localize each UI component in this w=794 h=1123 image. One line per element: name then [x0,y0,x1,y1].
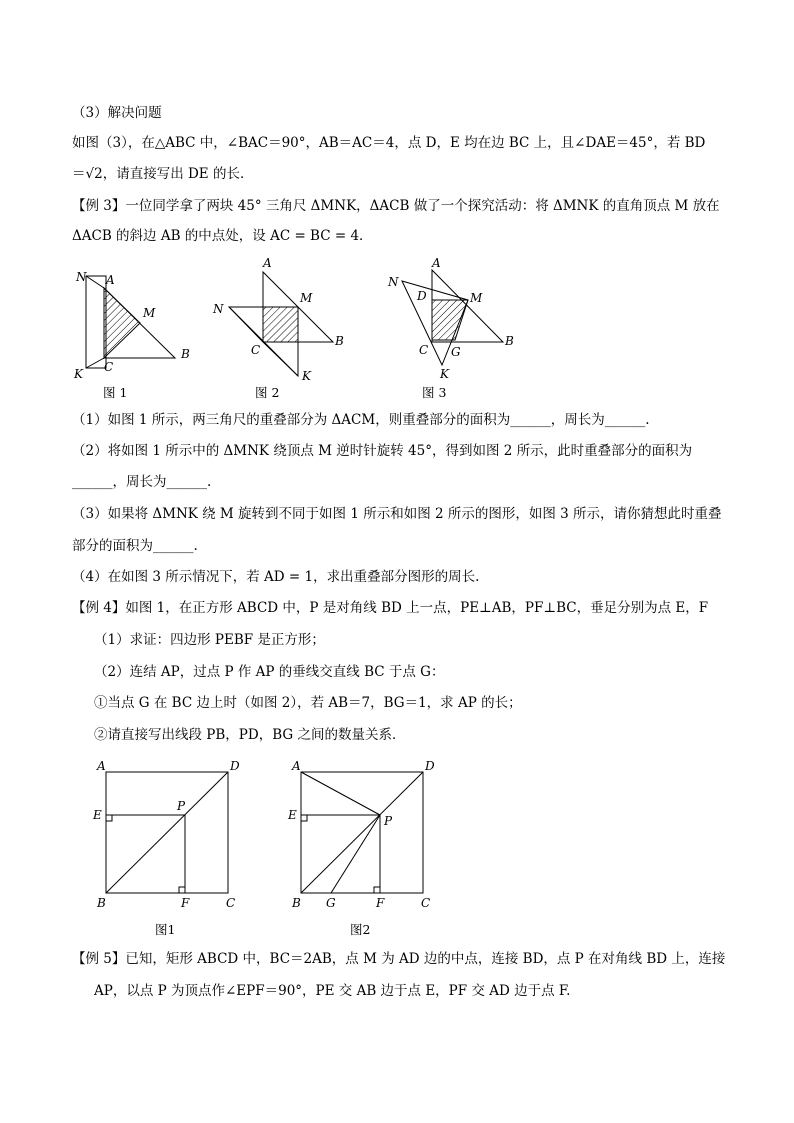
fig5-label-F: F [376,896,385,910]
fig4-label-F: F [181,896,190,910]
fig4-label-C: C [226,896,236,910]
question-1: （1）如图 1 所示，两三角尺的重叠部分为 ΔACM，则重叠部分的面积为______，周长为______. [72,412,650,428]
fig5-label-G: G [326,896,336,910]
example-3-intro: 【例 3】一位同学拿了两块 45° 三角尺 ΔMNK，ΔACB 做了一个探究活动：将 ΔMNK 的直角顶点 M 放在 [72,198,720,214]
fig2-label-B: B [335,334,344,348]
fig5-label-A: A [292,759,301,773]
fig2-caption: 图 2 [255,385,280,400]
figure-5 [287,759,435,937]
fig5-label-D: D [425,759,435,773]
figure-4 [92,759,240,937]
fig3-caption: 图 3 [422,385,447,400]
text-line-3: ＝√2，请直接写出 DE 的长． [72,166,254,182]
fig1-caption: 图 1 [103,385,128,400]
fig1-label-B: B [181,347,190,361]
fig4-label-A: A [97,759,106,773]
fig3-label-C: C [419,343,429,357]
text-line-1: （3）解决问题 [72,105,162,121]
fig3-label-B: B [505,334,514,348]
fig4-label-P: P [177,799,186,813]
fig3-label-M: M [470,291,483,305]
fig1-label-K: K [74,367,83,381]
fig1-label-M: M [143,306,156,320]
fig4-label-E: E [93,808,102,822]
fig5-label-E: E [288,808,297,822]
fig2-label-M: M [300,291,313,305]
example-5-intro: 【例 5】已知，矩形 ABCD 中，BC＝2AB，点 M 为 AD 边的中点，连接 BD，点 P 在对角线 BD 上，连接 [72,951,726,967]
example-4-q2: （2）连结 AP，过点 P 作 AP 的垂线交直线 BC 于点 G： [94,664,445,680]
fig1-label-N: N [76,270,87,284]
example-4-q2-2: ②请直接写出线段 PB，PD，BG 之间的数量关系． [94,727,406,743]
text-line-2: 如图（3），在△ABC 中，∠BAC＝90°，AB＝AC＝4，点 D，E 均在边 BC 上，且∠DAE＝45°，若 BD [72,135,706,151]
figure-3 [387,256,514,400]
fig1-label-C: C [104,360,114,374]
fig3-label-D: D [417,289,427,303]
fig2-label-C: C [251,343,261,357]
fig2-label-K: K [302,369,311,383]
fig4-label-D: D [230,759,240,773]
fig3-label-K: K [440,367,449,381]
example-4-intro: 【例 4】如图 1，在正方形 ABCD 中，P 是对角线 BD 上一点，PE⊥AB，PF⊥BC，垂足分别为点 E，F [72,600,709,616]
fig4-caption: 图1 [155,922,176,937]
fig5-label-B: B [292,896,301,910]
example-4-q1: （1）求证：四边形 PEBF 是正方形； [94,632,325,648]
fig3-label-A: A [432,256,441,270]
figure-1 [73,270,190,400]
fig2-label-A: A [263,256,272,270]
text-line-5: ΔACB 的斜边 AB 的中点处，设 AC = BC = 4． [72,228,373,244]
fig5-label-C: C [421,896,431,910]
fig3-label-G: G [451,345,461,359]
example-4-q2-1: ①当点 G 在 BC 边上时（如图 2），若 AB＝7，BG＝1，求 AP 的长； [94,695,522,711]
fig1-label-A: A [106,273,115,287]
example-5-cont: AP，以点 P 为顶点作∠EPF＝90°，PE 交 AB 边于点 E，PF 交 AD 边于点 F. [94,983,571,999]
fig3-label-N: N [388,275,399,289]
fig4-label-B: B [97,896,106,910]
fig5-label-P: P [384,814,393,828]
question-2: （2）将如图 1 所示中的 ΔMNK 绕顶点 M 逆时针旋转 45°，得到如图 2 所示，此时重叠部分的面积为 [72,443,693,459]
question-3-cont: 部分的面积为______. [72,538,198,554]
question-4: （4）在如图 3 所示情况下，若 AD = 1，求出重叠部分图形的周长. [72,569,480,585]
question-3: （3）如果将 ΔMNK 绕 M 旋转到不同于如图 1 所示和如图 2 所示的图形，如图 3 所示，请你猜想此时重叠 [72,506,722,522]
fig2-label-N: N [213,302,224,316]
question-2-cont: ______，周长为______. [72,474,212,490]
fig5-caption: 图2 [350,922,371,937]
figure-2 [212,256,344,400]
